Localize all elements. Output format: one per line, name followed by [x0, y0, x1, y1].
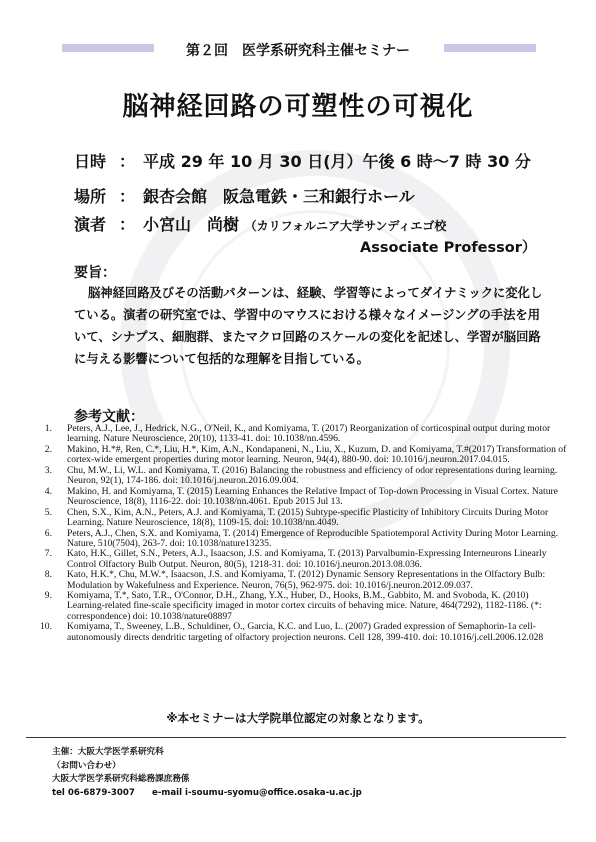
reference-item [22, 487, 567, 507]
footer-divider [26, 737, 566, 738]
reference-number: 1. [44, 423, 52, 434]
reference-text: Peters, A.J., Chen, S.X. and Komiyama, T. (2014) Emergence of Reproducible Spatiotemporal Activity During Motor Learning. Nature, 510(7504), 263-7. doi: 10.1038/nature13235. [67, 527, 559, 549]
reference-text: Komiyama, T., Sweeney, L.B., Schuldiner, O., Garcia, K.C. and Luo, L. (2007) Graded expression of Semaphorin-1a cell-autonomously directs dendritic targeting of olfactory projection neurons. Cell 128, 399-410. doi: 10.1016/j.cell.2006.12.028 [67, 621, 544, 643]
reference-list [22, 424, 567, 643]
organizer: 主催：大阪大学医学系研究科 [52, 747, 164, 757]
abstract-text [74, 282, 544, 370]
credit-note: ※本セミナーは大学院単位認定の対象となります。 [166, 711, 430, 725]
date-value: 平成 29 年 10 月 30 日(月）午後 6 時～7 時 30 分 [143, 152, 531, 171]
abstract-label: 要旨： [74, 265, 116, 281]
reference-item [22, 622, 567, 642]
speaker-name: 小宮山 尚樹 [143, 215, 240, 234]
reference-number: 6. [44, 527, 52, 539]
reference-text: Komiyama, T.*, Sato, T.R., O'Connor, D.H., Zhang, Y.X., Huber, D., Hooks, B.M., Gabbito, M. and Svoboda, K. (2010) Learning-related fine-scale specificity imaged in motor cortex circuits of behaving mice. Nature, 464(7292), 1182-1186. (*: correspondence) doi: 10.1038/nature08897 [67, 590, 542, 622]
reference-text: Kato, H.K., Gillet, S.N., Peters, A.J., Isaacson, J.S. and Komiyama, T. (2013) Parvalbumin-Expressing Interneurons Linearly Control Olfactory Bulb Output. Neuron, 80(5), 1218-31. doi: 10.1016/j.neuron.2013.08.036. [67, 548, 547, 570]
reference-text: Peters, A.J., Lee, J., Hedrick, N.G., O'Neil, K., and Komiyama, T. (2017) Reorganization of corticospinal output during motor learning. Nature Neuroscience, 20(10), 1133-41. doi: 10.1038/nn.4596. [67, 423, 551, 445]
abstract-body: 脳神経回路及びその活動パターンは、経験、学習等によってダイナミックに変化している。演者の研究室では、学習中のマウスにおける様々なイメージングの手法を用いて、シナプス、細胞群、またマクロ回路のスケールの変化を記述し、学習が脳回路に与える影響について包括的な理解を目指している。 [74, 286, 543, 366]
speaker-row: 演者 ： 小宮山 尚樹 （カリフォルニア大学サンディエゴ校 [74, 212, 446, 235]
reference-number: 10. [40, 621, 52, 633]
reference-text: Chu, M.W., Li, W.L. and Komiyama, T. (2016) Balancing the robustness and efficiency of odor representations during learning. Neuron, 92(1), 174-186. doi: 10.1016/j.neuron.2016.09.004. [67, 464, 558, 487]
references-label: 参考文献： [74, 409, 144, 425]
date-label: 日時 [74, 152, 107, 171]
reference-text: Chen, S.X., Kim, A.N., Peters, A.J. and Komiyama, T. (2015) Subtype-specific Plasticity of Inhibitory Circuits During Motor Learning. Nature Neuroscience, 18(8), 1109-15. doi: 10.1038/nn.4049. [67, 506, 549, 528]
reference-number: 2. [44, 443, 52, 455]
contact-phone-email[interactable]: tel 06-6879-3007 e-mail i-soumu-syomu@office.osaka-u.ac.jp [52, 787, 362, 798]
reference-item [22, 591, 567, 622]
reference-number: 9. [44, 590, 52, 602]
contact-office: 大阪大学医学系研究科総務課庶務係 [52, 774, 190, 784]
reference-text: Kato, H.K.*, Chu, M.W.*, Isaacson, J.S. and Komiyama, T. (2012) Dynamic Sensory Representations in the Olfactory Bulb: Modulation by Wakefulness and Experience. Neuron, 76(5), 962-975. doi: 10.1016/j.neuron.2012.09.037. [67, 569, 546, 591]
reference-item [22, 549, 567, 569]
reference-text: Makino, H. and Komiyama, T. (2015) Learning Enhances the Relative Impact of Top-down Processing in Visual Cortex. Nature Neuroscience, 18(8), 1116-22. doi: 10.1038/nn.4061. Epub 2015 Jul 13. [67, 485, 558, 507]
speaker-affiliation: （カリフォルニア大学サンディエゴ校 [244, 219, 447, 233]
seminar-series: 第２回 医学系研究科主催セミナー [186, 43, 410, 59]
reference-number: 5. [44, 506, 52, 518]
inquiry-label: （お問い合わせ） [52, 760, 121, 771]
speaker-position: Associate Professor） [360, 240, 537, 256]
speaker-label: 演者 [74, 215, 107, 234]
reference-item [22, 570, 567, 590]
reference-item [22, 445, 567, 465]
reference-number: 4. [44, 485, 52, 497]
seminar-title: 脳神経回路の可塑性の可視化 [122, 92, 474, 122]
reference-item [22, 424, 567, 444]
venue-row: 場所 ： 銀杏会館 阪急電鉄・三和銀行ホール [74, 184, 415, 207]
reference-text: Makino, H.*#, Ren, C.*, Liu, H.*, Kim, A.N., Kondapaneni, N., Liu, X., Kuzum, D. and Komiyama, T.#(2017) Transformation of cortex-wide emergent properties during motor learning. Neuron, 94(4), 880-90. doi: 10.1016/j.neuron.2017.04.015. [67, 443, 567, 466]
reference-item [22, 466, 567, 486]
venue-label: 場所 [74, 187, 107, 206]
reference-number: 8. [44, 569, 52, 581]
reference-number: 3. [44, 464, 52, 476]
reference-item [22, 529, 567, 549]
contact-block [52, 746, 362, 800]
venue-value: 銀杏会館 阪急電鉄・三和銀行ホール [143, 187, 415, 206]
reference-number: 7. [44, 548, 52, 560]
date-row: 日時 ： 平成 29 年 10 月 30 日(月）午後 6 時～7 時 30 分 [74, 149, 531, 172]
reference-item [22, 508, 567, 528]
